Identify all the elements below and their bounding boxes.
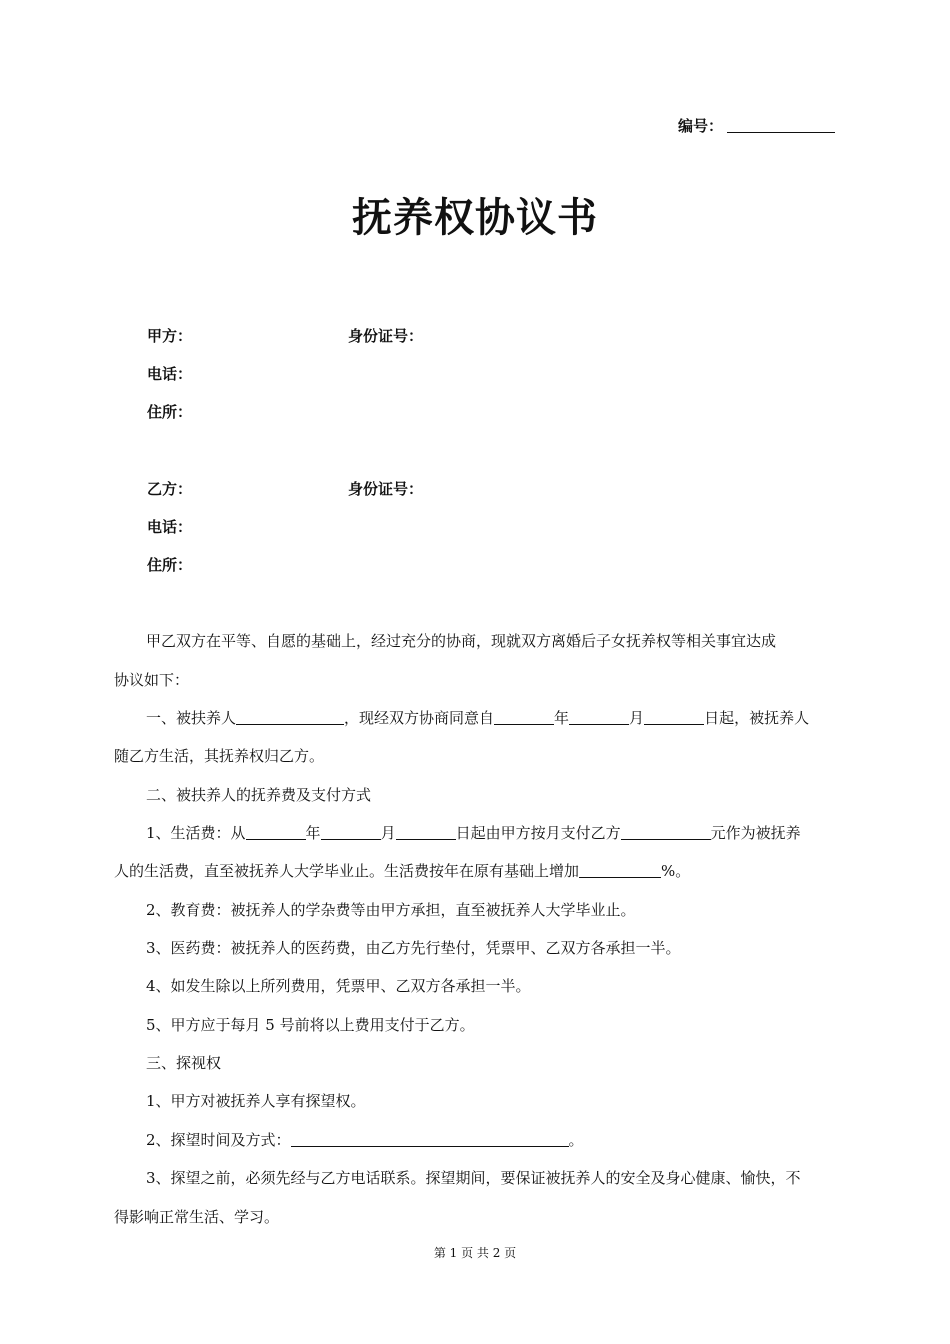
clause-2-heading: 二、被扶养人的抚养费及支付方式	[146, 786, 372, 804]
clause-1-line-1	[114, 707, 840, 728]
clause-1-text: 日起，被抚养人	[704, 709, 810, 727]
medical-fee: 3、医药费：被抚养人的医药费，由乙方先行垫付，凭票甲、乙双方各承担一半。	[146, 939, 681, 957]
visitation-right: 1、甲方对被抚养人享有探望权。	[146, 1092, 366, 1110]
clause-1-line-2: 随乙方生活，其抚养权归乙方。	[114, 747, 325, 765]
visitation-rules-line-1: 3、探望之前，必须先经与乙方电话联系。探望期间，要保证被抚养人的安全及身心健康、愉快，不	[146, 1169, 801, 1187]
visitation-rules-line-2: 得影响正常生活、学习。	[114, 1208, 280, 1226]
party-b-address-label: 住所：	[147, 556, 193, 574]
living-text: 年	[305, 824, 321, 842]
month-blank[interactable]	[569, 710, 629, 725]
party-a-phone-label: 电话：	[147, 365, 193, 383]
visitation-method-line	[114, 1129, 840, 1150]
education-fee: 2、教育费：被抚养人的学杂费等由甲方承担，直至被抚养人大学毕业止。	[146, 901, 636, 919]
clause-1-text: 一、被扶养人	[146, 709, 237, 727]
start-year-blank[interactable]	[246, 825, 306, 840]
clause-1-text: 月	[629, 709, 645, 727]
dependent-name-blank[interactable]	[236, 710, 344, 725]
clause-1-text: 年	[554, 709, 570, 727]
serial-number	[678, 115, 835, 136]
day-blank[interactable]	[644, 710, 704, 725]
visitation-method-blank[interactable]	[291, 1132, 569, 1147]
clause-3-heading: 三、探视权	[146, 1054, 222, 1072]
year-blank[interactable]	[494, 710, 554, 725]
start-day-blank[interactable]	[396, 825, 456, 840]
visitation-method-end: 。	[568, 1131, 584, 1149]
living-text: 日起由甲方按月支付乙方	[455, 824, 621, 842]
page-footer: 第 1 页 共 2 页	[433, 1246, 517, 1260]
payment-deadline: 5、甲方应于每月 5 号前将以上费用支付于乙方。	[146, 1016, 475, 1034]
party-b-phone-label: 电话：	[147, 518, 193, 536]
living-expense-line-1	[114, 822, 840, 843]
intro-line-1: 甲乙双方在平等、自愿的基础上，经过充分的协商，现就双方离婚后子女抚养权等相关事宜达成	[146, 632, 777, 650]
living-text: 元作为被抚养	[710, 824, 801, 842]
document-title: 抚养权协议书	[352, 195, 598, 241]
clause-1-text: ，现经双方协商同意自	[344, 709, 495, 727]
living-text: 月	[380, 824, 396, 842]
serial-label: 编号：	[678, 117, 724, 135]
party-a-id-label: 身份证号：	[348, 327, 424, 345]
living-text: %。	[661, 862, 691, 880]
living-expense-line-2	[114, 860, 840, 881]
party-a-address-label: 住所：	[147, 403, 193, 421]
serial-blank[interactable]	[727, 118, 835, 133]
other-fees: 4、如发生除以上所列费用，凭票甲、乙双方各承担一半。	[146, 977, 531, 995]
party-a-name-label: 甲方：	[147, 327, 193, 345]
increase-percent-blank[interactable]	[579, 863, 661, 878]
intro-line-2: 协议如下：	[114, 671, 190, 689]
start-month-blank[interactable]	[321, 825, 381, 840]
party-b-name-label: 乙方：	[147, 480, 193, 498]
visitation-method-label: 2、探望时间及方式：	[146, 1131, 291, 1149]
amount-blank[interactable]	[621, 825, 711, 840]
party-b-id-label: 身份证号：	[348, 480, 424, 498]
living-text: 人的生活费，直至被抚养人大学毕业止。生活费按年在原有基础上增加	[114, 862, 580, 880]
living-text: 1、生活费：从	[146, 824, 246, 842]
